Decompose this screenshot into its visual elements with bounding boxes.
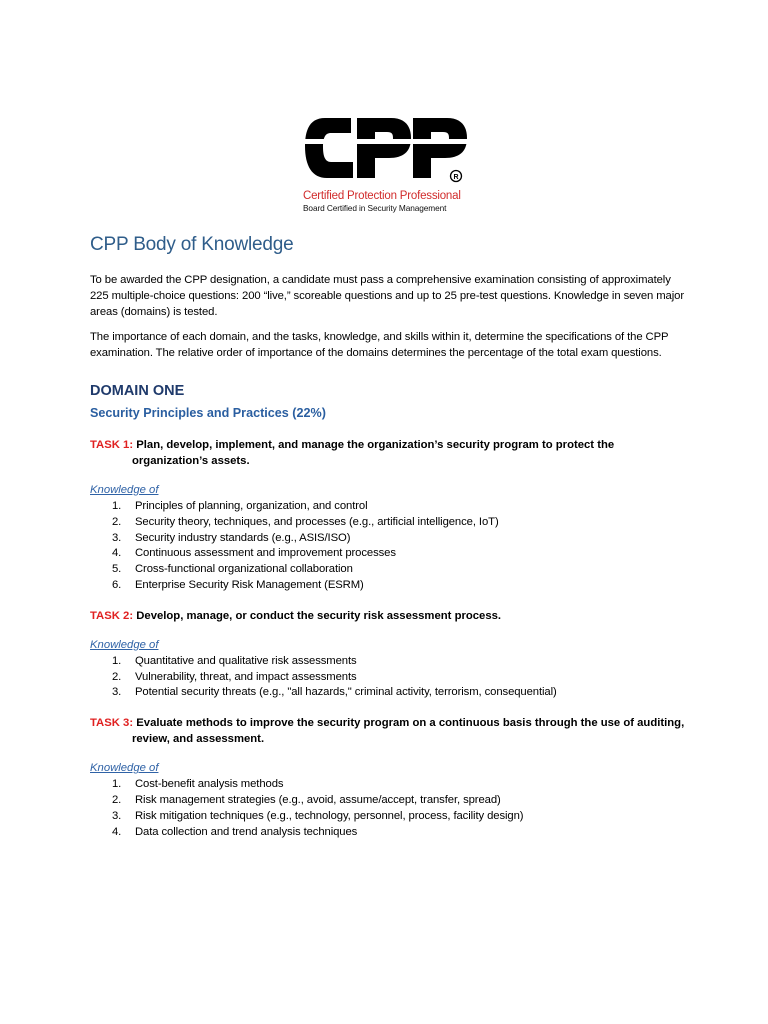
knowledge-list-3 — [90, 777, 690, 840]
knowledge-of-label: Knowledge of — [90, 638, 159, 651]
task-label: TASK 1: — [90, 439, 134, 451]
list-item-number: 2. — [112, 670, 122, 683]
domain-heading: DOMAIN ONE — [90, 383, 185, 399]
intro-paragraph-1: To be awarded the CPP designation, a candidate must pass a comprehensive examination consisting of approximately 225 multiple-choice questions: 200 “live,” scoreable questions and up to 25 pre-test questions. Knowledge in seven major areas (domains) is tested. — [90, 274, 684, 318]
list-item-number: 5. — [112, 563, 122, 576]
knowledge-of-label: Knowledge of — [90, 484, 159, 496]
list-item-text: Enterprise Security Risk Management (ESRM) — [135, 578, 364, 591]
list-item-number: 1. — [112, 654, 122, 667]
list-item-text: Quantitative and qualitative risk assessments — [135, 654, 357, 667]
task-2-statement — [90, 608, 690, 624]
logo-subtagline: Board Certified in Security Management — [303, 203, 447, 213]
svg-text:R: R — [453, 174, 459, 181]
task-label: TASK 2: — [90, 609, 134, 622]
cpp-wordmark-graphic — [303, 112, 469, 188]
list-item — [90, 546, 690, 562]
list-item-number: 2. — [112, 793, 122, 806]
list-item — [90, 654, 690, 670]
task-label: TASK 3: — [90, 717, 134, 730]
task-block-3 — [90, 715, 690, 840]
task-block-2 — [90, 608, 690, 701]
task-text: Plan, develop, implement, and manage the organization’s security program to protect the organization’s assets. — [132, 439, 615, 467]
list-item — [90, 499, 690, 515]
list-item — [90, 515, 690, 531]
knowledge-list-2 — [90, 654, 690, 701]
domain-subheading: Security Principles and Practices (22%) — [90, 406, 326, 420]
list-item-text: Continuous assessment and improvement processes — [135, 547, 396, 560]
document-title: CPP Body of Knowledge — [90, 234, 294, 255]
list-item-text: Risk mitigation techniques (e.g., technology, personnel, process, facility design) — [135, 809, 524, 822]
task-1-statement — [90, 437, 690, 469]
list-item-text: Security industry standards (e.g., ASIS/ISO) — [135, 531, 351, 544]
list-item-text: Data collection and trend analysis techniques — [135, 825, 358, 838]
list-item-text: Vulnerability, threat, and impact assessments — [135, 670, 357, 683]
list-item — [90, 562, 690, 578]
list-item — [90, 531, 690, 547]
list-item — [90, 670, 690, 686]
list-item-number: 3. — [112, 531, 122, 544]
list-item-number: 3. — [112, 809, 122, 822]
task-text: Evaluate methods to improve the security program on a continuous basis through the use of auditing, review, and assessment. — [132, 717, 685, 746]
list-item-text: Risk management strategies (e.g., avoid, assume/accept, transfer, spread) — [135, 793, 501, 806]
task-block-1 — [90, 437, 690, 594]
knowledge-list-1 — [90, 499, 690, 594]
list-item — [90, 793, 690, 809]
list-item — [90, 578, 690, 594]
list-item — [90, 685, 690, 701]
list-item-text: Security theory, techniques, and processes (e.g., artificial intelligence, IoT) — [135, 515, 499, 528]
list-item-text: Potential security threats (e.g., "all hazards," criminal activity, terrorism, consequential) — [135, 686, 557, 699]
logo-tagline: Certified Protection Professional — [303, 190, 461, 202]
list-item-number: 6. — [112, 578, 122, 591]
cpp-logo — [303, 112, 469, 216]
list-item-number: 4. — [112, 825, 122, 838]
list-item-number: 1. — [112, 778, 122, 791]
list-item-number: 4. — [112, 547, 122, 560]
list-item-text: Principles of planning, organization, and control — [135, 500, 368, 512]
list-item-number: 3. — [112, 686, 122, 699]
knowledge-of-label: Knowledge of — [90, 762, 159, 775]
intro-paragraph-2: The importance of each domain, and the tasks, knowledge, and skills within it, determine the specifications of the CPP examination. The relative order of importance of the domains determines the percentage of the total exam questions. — [90, 331, 669, 359]
list-item-number: 2. — [112, 515, 122, 528]
list-item-text: Cross-functional organizational collaboration — [135, 563, 353, 576]
list-item-text: Cost-benefit analysis methods — [135, 778, 284, 791]
task-3-statement — [90, 715, 690, 747]
document-body — [90, 234, 690, 854]
list-item — [90, 825, 690, 841]
task-text: Develop, manage, or conduct the security risk assessment process. — [136, 609, 502, 622]
list-item — [90, 777, 690, 793]
list-item — [90, 809, 690, 825]
list-item-number: 1. — [112, 500, 122, 512]
